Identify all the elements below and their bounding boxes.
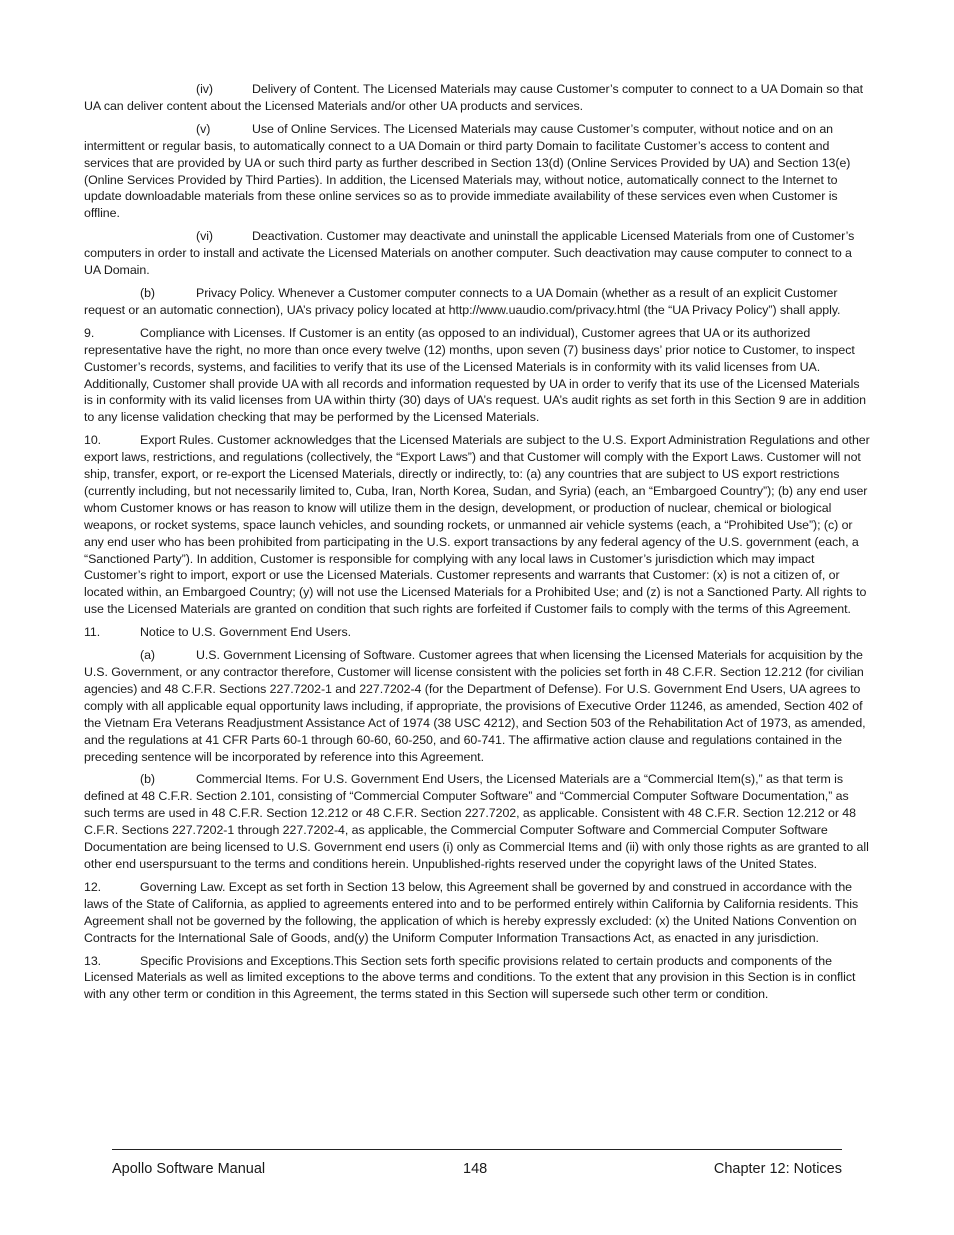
paragraph-label: (vi) <box>196 229 214 244</box>
section-number: 12. <box>84 879 102 894</box>
paragraph-vi <box>84 228 870 279</box>
paragraph-text: Commercial Items. For U.S. Government End Users, the Licensed Materials are a “Commercial Item(s),” as that term is defined at 48 C.F.R. Section 2.101, consisting of “Commercial Computer Software” and “Commercial Computer Software Documentation,” as such terms are used in 48 C.F.R. Section 12.212 or 48 C.F.R. Section 227.7202, as applicable. Consistent with 48 C.F.R. Section 12.212 or 48 C.F.R. Sections 227.7202-1 through 227.7202-4, as applicable, the Commercial Computer Software and Commercial Computer Software Documentation are being licensed to U.S. Government end users (i) only as Commercial Items and (ii) with only those rights as are granted to all other end userspursuant to the terms and conditions herein. Unpublished-rights reserved under the copyright laws of the United States. <box>84 772 869 871</box>
paragraph-label: (b) <box>140 285 155 300</box>
paragraph-text: Export Rules. Customer acknowledges that the Licensed Materials are subject to the U.S. Export Administration Regulations and other export laws, restrictions, and regulations (collectively, the “Export Laws”) and that Customer will comply with the Export Laws. Customer will not ship, transfer, export, or re-export the Licensed Materials, directly or indirectly, to: (a) any countries that are subject to US export restrictions (currently including, but not necessarily limited to, Cuba, Iran, North Korea, Sudan, and Syria) (each, an “Embargoed Country”); (b) any end user whom Customer knows or has reason to know will utilize them in the design, development, or production of nuclear, chemical or biological weapons, or rocket systems, space launch vehicles, and sounding rockets, or unmanned air vehicle systems (each, a “Prohibited Use”); (c) or any end user who has been prohibited from participating in the U.S. export transactions by any federal agency of the U.S. government (each, a “Sanctioned Party”). In addition, Customer is responsible for complying with any local laws in Customer’s jurisdiction which may impact Customer’s right to import, export or use the Licensed Materials. Customer represents and warrants that Customer: (x) is not a citizen of, or located within, an Embargoed Country; (y) will not use the Licensed Materials for a Prohibited Use; and (z) is not a Sanctioned Party. All rights to use the Licensed Materials are granted on condition that such rights are forfeited if Customer fails to comply with the terms of this Agreement. <box>84 433 870 617</box>
section-10-export-rules <box>84 432 870 618</box>
manual-title: Apollo Software Manual <box>112 1161 266 1177</box>
page-number: 148 <box>463 1161 488 1177</box>
section-number: 13. <box>84 953 102 968</box>
paragraph-text: Specific Provisions and Exceptions.This Section sets forth specific provisions related to certain products and components of the Licensed Materials as well as limited exceptions to the above terms and conditions. To the extent that any provision in this Section is in conflict with any other term or condition in this Agreement, the terms stated in this Section will supersede such other term or condition. <box>84 953 856 1002</box>
paragraph-text: Notice to U.S. Government End Users. <box>140 625 351 640</box>
paragraph-privacy-policy <box>84 285 870 319</box>
section-9-compliance <box>84 325 870 426</box>
paragraph-v <box>84 121 870 222</box>
paragraph-text: Delivery of Content. The Licensed Materials may cause Customer’s computer to connect to a UA Domain so that UA can deliver content about the Licensed Materials and/or other UA products and services. <box>84 82 864 113</box>
section-number: 11. <box>84 625 101 640</box>
paragraph-label: (a) <box>140 648 155 663</box>
paragraph-iv <box>84 81 870 115</box>
section-number: 10. <box>84 433 102 448</box>
paragraph-label: (b) <box>140 772 155 787</box>
paragraph-commercial-items <box>84 771 870 872</box>
chapter-title: Chapter 12: Notices <box>713 1161 842 1177</box>
paragraph-text: Compliance with Licenses. If Customer is an entity (as opposed to an individual), Customer agrees that UA or its authorized representative have the right, no more than once every twelve (12) months, upon seven (7) business days’ prior notice to Customer, to inspect Customer’s records, systems, and facilities to verify that its use of the Licensed Materials is in conformity with its valid licenses from UA. Additionally, Customer shall provide UA with all records and information requested by UA in order to verify that its use of the Licensed Materials is in conformity with its valid licenses from UA within thirty (30) days of UA’s request. UA’s audit rights as set forth in this Section 9 are in addition to any license validation checking that may be performed by the Licensed Materials. <box>84 325 866 425</box>
footer-divider <box>112 1149 842 1150</box>
document-body <box>84 81 870 1009</box>
paragraph-label: (iv) <box>196 82 214 96</box>
paragraph-text: U.S. Government Licensing of Software. Customer agrees that when licensing the Licensed Materials for acquisition by the U.S. Government, or any contractor therefore, Customer will license consistent with the policies set forth in 48 C.F.R. Section 12.212 (for civilian agencies) and 48 C.F.R. Sections 227.7202-1 and 227.7202-4 (for the Department of Defense). For U.S. Government End Users, UA agrees to comply with all applicable equal opportunity laws including, if appropriate, the provisions of Executive Order 11246, as amended, Section 402 of the Vietnam Era Veterans Readjustment Assistance Act of 1974 (38 USC 4212), and Section 503 of the Rehabilitation Act of 1973, as amended, and the regulations at 41 CFR Parts 60-1 through 60-60, 60-250, and 60-741. The affirmative action clause and regulations contained in the preceding sentence will be incorporated by reference into this Agreement. <box>84 648 866 764</box>
paragraph-text: Governing Law. Except as set forth in Section 13 below, this Agreement shall be governed by and construed in accordance with the laws of the State of California, as applied to agreements entered into and to be performed entirely within California by California residents. This Agreement shall not be governed by the following, the application of which is hereby expressly excluded: (x) the United Nations Convention on Contracts for the International Sale of Goods, and(y) the Uniform Computer Information Transactions Act, as enacted in any jurisdiction. <box>84 879 859 945</box>
section-13-specific-provisions <box>84 953 870 1004</box>
paragraph-label: (v) <box>196 121 211 136</box>
paragraph-text: Use of Online Services. The Licensed Materials may cause Customer’s computer, without notice and on an intermittent or regular basis, to automatically connect to a UA Domain or third party Domain to facilitate Customer’s access to content and services that are provided by UA or such third party as further described in Section 13(d) (Online Services Provided by UA) and Section 13(e) (Online Services Provided by Third Parties). In addition, the Licensed Materials may, without notice, automatically connect to the Internet to update downloadable materials from these online services so as to provide immediate availability of these services even when Customer is offline. <box>84 121 851 221</box>
section-12-governing-law <box>84 879 870 947</box>
paragraph-text: Deactivation. Customer may deactivate and uninstall the applicable Licensed Materials from one of Customer’s computers in order to install and activate the Licensed Materials on another computer. Such deactivation may cause computer to connect to a UA Domain. <box>84 229 855 278</box>
paragraph-text: Privacy Policy. Whenever a Customer computer connects to a UA Domain (whether as a result of an explicit Customer request or an automatic connection), UA’s privacy policy located at http://www.uaudio.com/privacy.html (the “UA Privacy Policy”) shall apply. <box>84 285 841 317</box>
paragraph-government-licensing <box>84 647 870 765</box>
section-number: 9. <box>84 325 95 340</box>
section-11-government-users <box>84 624 870 641</box>
